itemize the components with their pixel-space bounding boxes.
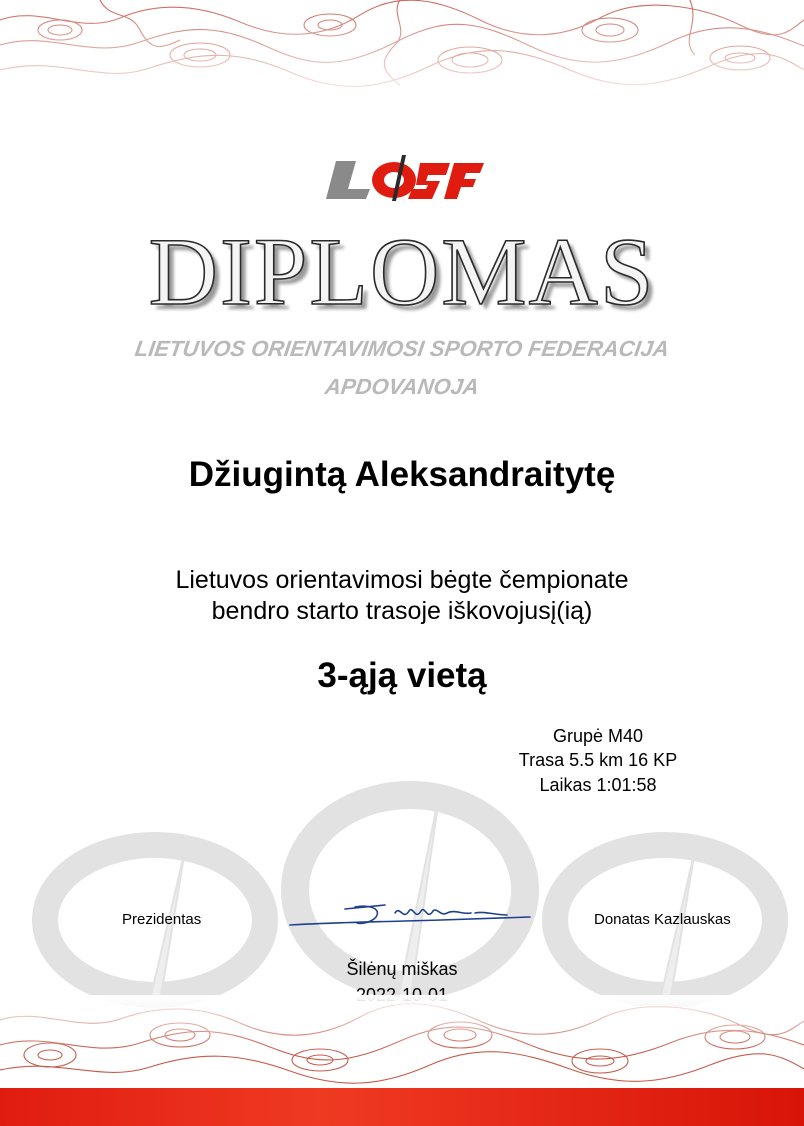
president-signature <box>285 895 535 935</box>
federation-name: LIETUVOS ORIENTAVIMOSI SPORTO FEDERACIJA <box>133 336 671 361</box>
losf-logo <box>322 155 486 201</box>
president-name: Donatas Kazlauskas <box>594 911 731 928</box>
topographic-border-top <box>0 0 804 110</box>
description-line-1: Lietuvos orientavimosi bėgte čempionate <box>175 566 629 594</box>
topographic-border-bottom <box>0 995 804 1090</box>
group-info: Grupė M40 <box>552 726 644 746</box>
diploma-title: DIPLOMAS <box>148 218 656 325</box>
footer-red-bar <box>0 1088 804 1126</box>
placement: 3-ąją vietą <box>317 656 487 695</box>
president-label: Prezidentas <box>122 911 202 928</box>
time-info: Laikas 1:01:58 <box>539 775 657 795</box>
course-info: Trasa 5.5 km 16 KP <box>518 750 678 770</box>
description-line-2: bendro starto trasoje iškovojusį(ią) <box>211 597 593 625</box>
event-location: Šilėnų miškas <box>346 959 458 979</box>
recipient-name: Džiugintą Aleksandraitytę <box>188 455 616 494</box>
awards-label: APDOVANOJA <box>323 374 481 399</box>
